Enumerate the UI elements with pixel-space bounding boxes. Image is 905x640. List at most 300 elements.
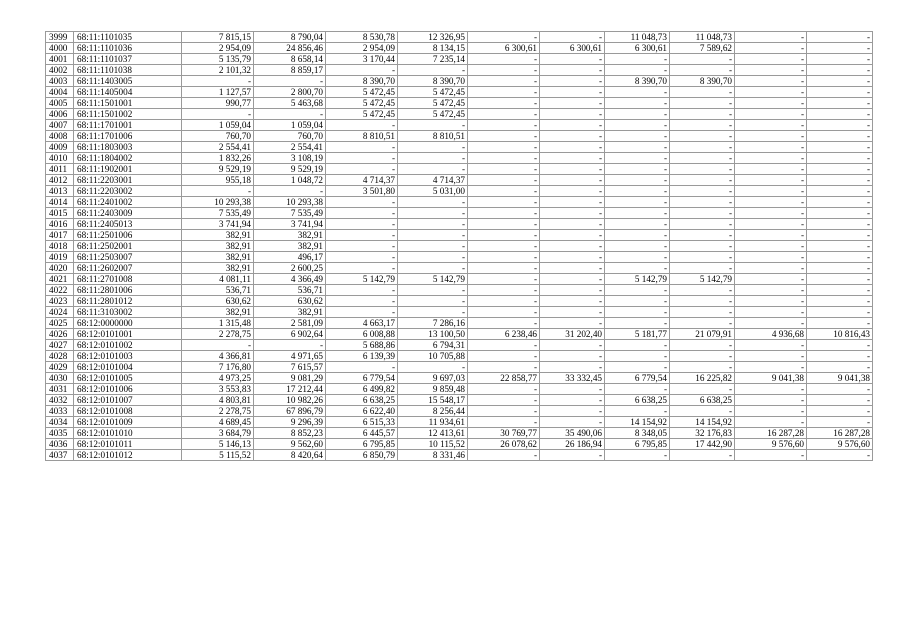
table-row <box>46 98 873 109</box>
value-cell: 5 135,79 <box>182 54 254 65</box>
value-cell: 2 278,75 <box>182 406 254 417</box>
value-cell: - <box>735 450 807 461</box>
value-cell: - <box>540 131 605 142</box>
value-cell: - <box>398 241 468 252</box>
table-row <box>46 428 873 439</box>
value-cell: 6 902,64 <box>254 329 326 340</box>
table-row <box>46 373 873 384</box>
value-cell: - <box>326 230 398 241</box>
value-cell: 7 615,57 <box>254 362 326 373</box>
value-cell: - <box>398 208 468 219</box>
value-cell: - <box>468 285 540 296</box>
cadastral-code-cell: 68:11:2801006 <box>74 285 182 296</box>
value-cell: 15 548,17 <box>398 395 468 406</box>
value-cell: 9 529,19 <box>182 164 254 175</box>
value-cell: - <box>807 120 873 131</box>
value-cell: 5 472,45 <box>398 109 468 120</box>
value-cell: - <box>468 208 540 219</box>
cadastral-code-cell: 68:11:2203002 <box>74 186 182 197</box>
value-cell: - <box>468 384 540 395</box>
value-cell: - <box>670 54 735 65</box>
row-number-cell: 4023 <box>46 296 74 307</box>
table-row <box>46 417 873 428</box>
row-number-cell: 4004 <box>46 87 74 98</box>
value-cell: - <box>807 175 873 186</box>
value-cell: - <box>735 76 807 87</box>
cadastral-code-cell: 68:12:0101003 <box>74 351 182 362</box>
value-cell: - <box>735 98 807 109</box>
value-cell: - <box>398 164 468 175</box>
value-cell: - <box>468 406 540 417</box>
value-cell: 2 954,09 <box>326 43 398 54</box>
value-cell: - <box>182 76 254 87</box>
table-row <box>46 131 873 142</box>
value-cell: 8 859,17 <box>254 65 326 76</box>
value-cell: 382,91 <box>254 307 326 318</box>
cadastral-code-cell: 68:11:1902001 <box>74 164 182 175</box>
value-cell: - <box>735 340 807 351</box>
value-cell: - <box>670 450 735 461</box>
value-cell: - <box>540 241 605 252</box>
value-cell: - <box>735 43 807 54</box>
value-cell: - <box>398 197 468 208</box>
table-row <box>46 406 873 417</box>
value-cell: 5 142,79 <box>605 274 670 285</box>
value-cell: - <box>468 318 540 329</box>
value-cell: - <box>605 230 670 241</box>
value-cell: - <box>326 142 398 153</box>
value-cell: - <box>468 307 540 318</box>
row-number-cell: 4034 <box>46 417 74 428</box>
value-cell: - <box>326 65 398 76</box>
value-cell: - <box>670 219 735 230</box>
value-cell: - <box>182 109 254 120</box>
cadastral-code-cell: 68:11:2501006 <box>74 230 182 241</box>
value-cell: 6 795,85 <box>326 439 398 450</box>
value-cell: - <box>605 131 670 142</box>
value-cell: 5 031,00 <box>398 186 468 197</box>
table-row <box>46 76 873 87</box>
value-cell: 8 390,70 <box>398 76 468 87</box>
value-cell: - <box>468 263 540 274</box>
row-number-cell: 4032 <box>46 395 74 406</box>
value-cell: 5 146,13 <box>182 439 254 450</box>
value-cell: - <box>807 241 873 252</box>
row-number-cell: 4036 <box>46 439 74 450</box>
value-cell: - <box>735 241 807 252</box>
value-cell: 8 390,70 <box>670 76 735 87</box>
value-cell: 8 530,78 <box>326 32 398 43</box>
row-number-cell: 4017 <box>46 230 74 241</box>
value-cell: - <box>468 153 540 164</box>
value-cell: 6 238,46 <box>468 329 540 340</box>
value-cell: - <box>670 307 735 318</box>
value-cell: 2 600,25 <box>254 263 326 274</box>
row-number-cell: 3999 <box>46 32 74 43</box>
value-cell: 9 576,60 <box>807 439 873 450</box>
value-cell: 8 331,46 <box>398 450 468 461</box>
value-cell: 5 181,77 <box>605 329 670 340</box>
value-cell: - <box>540 153 605 164</box>
value-cell: - <box>326 307 398 318</box>
value-cell: - <box>605 208 670 219</box>
value-cell: - <box>326 296 398 307</box>
row-number-cell: 4025 <box>46 318 74 329</box>
value-cell: - <box>807 219 873 230</box>
value-cell: - <box>605 285 670 296</box>
value-cell: 4 081,11 <box>182 274 254 285</box>
table-row <box>46 450 873 461</box>
value-cell: - <box>540 285 605 296</box>
value-cell: - <box>468 362 540 373</box>
value-cell: - <box>468 87 540 98</box>
value-cell: 3 741,94 <box>182 219 254 230</box>
value-cell: - <box>670 285 735 296</box>
value-cell: - <box>605 87 670 98</box>
value-cell: 5 472,45 <box>326 98 398 109</box>
value-cell: 4 971,65 <box>254 351 326 362</box>
value-cell: - <box>605 98 670 109</box>
value-cell: - <box>735 186 807 197</box>
table-row <box>46 142 873 153</box>
value-cell: - <box>540 351 605 362</box>
value-cell: 8 658,14 <box>254 54 326 65</box>
row-number-cell: 4009 <box>46 142 74 153</box>
value-cell: 8 852,23 <box>254 428 326 439</box>
value-cell: - <box>326 362 398 373</box>
value-cell: - <box>398 219 468 230</box>
value-cell: - <box>540 54 605 65</box>
row-number-cell: 4027 <box>46 340 74 351</box>
value-cell: 5 472,45 <box>398 87 468 98</box>
value-cell: 6 795,85 <box>605 439 670 450</box>
value-cell: 8 810,51 <box>326 131 398 142</box>
table-row <box>46 329 873 340</box>
value-cell: 9 081,29 <box>254 373 326 384</box>
row-number-cell: 4006 <box>46 109 74 120</box>
value-cell: - <box>605 153 670 164</box>
value-cell: 1 059,04 <box>182 120 254 131</box>
table-row <box>46 197 873 208</box>
value-cell: - <box>670 164 735 175</box>
value-cell: - <box>540 384 605 395</box>
value-cell: - <box>670 186 735 197</box>
value-cell: 33 332,45 <box>540 373 605 384</box>
table-row <box>46 175 873 186</box>
value-cell: - <box>735 362 807 373</box>
value-cell: - <box>807 43 873 54</box>
value-cell: - <box>670 241 735 252</box>
row-number-cell: 4018 <box>46 241 74 252</box>
value-cell: - <box>540 296 605 307</box>
cadastral-code-cell: 68:12:0101006 <box>74 384 182 395</box>
value-cell: - <box>398 120 468 131</box>
value-cell: 10 115,52 <box>398 439 468 450</box>
value-cell: 2 800,70 <box>254 87 326 98</box>
value-cell: 10 293,38 <box>254 197 326 208</box>
value-cell: 9 576,60 <box>735 439 807 450</box>
table-row <box>46 351 873 362</box>
value-cell: - <box>807 164 873 175</box>
value-cell: - <box>670 384 735 395</box>
value-cell: - <box>540 318 605 329</box>
value-cell: - <box>254 186 326 197</box>
table-row <box>46 54 873 65</box>
value-cell: - <box>468 241 540 252</box>
value-cell: - <box>670 131 735 142</box>
value-cell: 7 535,49 <box>182 208 254 219</box>
value-cell: - <box>540 395 605 406</box>
value-cell: - <box>605 164 670 175</box>
cadastral-code-cell: 68:11:1501002 <box>74 109 182 120</box>
value-cell: 10 705,88 <box>398 351 468 362</box>
table-row <box>46 318 873 329</box>
value-cell: - <box>540 219 605 230</box>
cadastral-code-cell: 68:11:2203001 <box>74 175 182 186</box>
value-cell: 3 501,80 <box>326 186 398 197</box>
cadastral-code-cell: 68:11:3103002 <box>74 307 182 318</box>
cadastral-code-cell: 68:11:1101035 <box>74 32 182 43</box>
value-cell: 16 225,82 <box>670 373 735 384</box>
value-cell: 10 293,38 <box>182 197 254 208</box>
value-cell: - <box>670 197 735 208</box>
value-cell: - <box>735 32 807 43</box>
value-cell: 4 936,68 <box>735 329 807 340</box>
value-cell: 11 934,61 <box>398 417 468 428</box>
value-cell: - <box>735 230 807 241</box>
value-cell: - <box>807 65 873 76</box>
value-cell: 26 078,62 <box>468 439 540 450</box>
value-cell: - <box>605 109 670 120</box>
value-cell: - <box>807 87 873 98</box>
value-cell: - <box>468 175 540 186</box>
value-cell: - <box>540 109 605 120</box>
value-cell: - <box>605 296 670 307</box>
value-cell: - <box>735 65 807 76</box>
value-cell: 6 779,54 <box>605 373 670 384</box>
cadastral-code-cell: 68:12:0101011 <box>74 439 182 450</box>
value-cell: 5 115,52 <box>182 450 254 461</box>
value-cell: - <box>468 351 540 362</box>
row-number-cell: 4021 <box>46 274 74 285</box>
value-cell: - <box>326 219 398 230</box>
value-cell: 12 326,95 <box>398 32 468 43</box>
row-number-cell: 4005 <box>46 98 74 109</box>
value-cell: 8 134,15 <box>398 43 468 54</box>
cadastral-code-cell: 68:11:1101038 <box>74 65 182 76</box>
value-cell: - <box>182 186 254 197</box>
value-cell: - <box>468 395 540 406</box>
value-cell: - <box>540 362 605 373</box>
value-cell: - <box>540 142 605 153</box>
cadastral-code-cell: 68:11:1803003 <box>74 142 182 153</box>
value-cell: - <box>468 450 540 461</box>
value-cell: 13 100,50 <box>398 329 468 340</box>
value-cell: 12 413,61 <box>398 428 468 439</box>
value-cell: - <box>670 252 735 263</box>
cadastral-code-cell: 68:12:0101008 <box>74 406 182 417</box>
table-row <box>46 186 873 197</box>
value-cell: 9 041,38 <box>735 373 807 384</box>
cadastral-code-cell: 68:12:0101005 <box>74 373 182 384</box>
value-cell: 6 300,61 <box>540 43 605 54</box>
value-cell: 1 048,72 <box>254 175 326 186</box>
value-cell: - <box>254 109 326 120</box>
value-cell: 6 779,54 <box>326 373 398 384</box>
value-cell: - <box>735 417 807 428</box>
row-number-cell: 4014 <box>46 197 74 208</box>
cadastral-code-cell: 68:11:2502001 <box>74 241 182 252</box>
table-row <box>46 153 873 164</box>
value-cell: 536,71 <box>182 285 254 296</box>
value-cell: - <box>735 120 807 131</box>
value-cell: 6 638,25 <box>326 395 398 406</box>
value-cell: - <box>540 197 605 208</box>
value-cell: 5 142,79 <box>398 274 468 285</box>
data-table <box>45 31 873 461</box>
value-cell: 4 663,17 <box>326 318 398 329</box>
value-cell: 7 286,16 <box>398 318 468 329</box>
value-cell: 955,18 <box>182 175 254 186</box>
cadastral-code-cell: 68:12:0101001 <box>74 329 182 340</box>
value-cell: - <box>735 142 807 153</box>
value-cell: - <box>807 263 873 274</box>
value-cell: - <box>670 318 735 329</box>
value-cell: 5 472,45 <box>326 87 398 98</box>
value-cell: 1 315,48 <box>182 318 254 329</box>
value-cell: - <box>326 252 398 263</box>
value-cell: - <box>670 65 735 76</box>
value-cell: - <box>807 307 873 318</box>
value-cell: - <box>398 285 468 296</box>
value-cell: - <box>807 274 873 285</box>
value-cell: - <box>540 65 605 76</box>
value-cell: 3 170,44 <box>326 54 398 65</box>
value-cell: - <box>807 252 873 263</box>
row-number-cell: 4011 <box>46 164 74 175</box>
value-cell: - <box>735 384 807 395</box>
value-cell: 5 472,45 <box>326 109 398 120</box>
value-cell: - <box>326 241 398 252</box>
table-row <box>46 340 873 351</box>
value-cell: 4 973,25 <box>182 373 254 384</box>
value-cell: - <box>735 263 807 274</box>
value-cell: 1 127,57 <box>182 87 254 98</box>
cadastral-code-cell: 68:11:2403009 <box>74 208 182 219</box>
value-cell: 26 186,94 <box>540 439 605 450</box>
value-cell: 31 202,40 <box>540 329 605 340</box>
value-cell: - <box>735 318 807 329</box>
value-cell: - <box>540 252 605 263</box>
cadastral-code-cell: 68:11:1701006 <box>74 131 182 142</box>
value-cell: 760,70 <box>182 131 254 142</box>
value-cell: - <box>468 32 540 43</box>
value-cell: 382,91 <box>182 307 254 318</box>
value-cell: - <box>735 219 807 230</box>
value-cell: - <box>326 263 398 274</box>
row-number-cell: 4024 <box>46 307 74 318</box>
cadastral-code-cell: 68:11:2602007 <box>74 263 182 274</box>
table-row <box>46 230 873 241</box>
value-cell: - <box>807 109 873 120</box>
value-cell: 6 794,31 <box>398 340 468 351</box>
value-cell: - <box>540 274 605 285</box>
value-cell: 8 420,64 <box>254 450 326 461</box>
value-cell: - <box>326 120 398 131</box>
table-row <box>46 307 873 318</box>
value-cell: - <box>670 340 735 351</box>
value-cell: - <box>807 351 873 362</box>
value-cell: 630,62 <box>254 296 326 307</box>
value-cell: - <box>326 285 398 296</box>
value-cell: - <box>605 450 670 461</box>
value-cell: - <box>468 186 540 197</box>
value-cell: - <box>807 208 873 219</box>
value-cell: 16 287,28 <box>735 428 807 439</box>
row-number-cell: 4033 <box>46 406 74 417</box>
value-cell: - <box>468 98 540 109</box>
value-cell: 6 638,25 <box>605 395 670 406</box>
value-cell: 30 769,77 <box>468 428 540 439</box>
value-cell: 4 714,37 <box>398 175 468 186</box>
value-cell: 536,71 <box>254 285 326 296</box>
row-number-cell: 4013 <box>46 186 74 197</box>
value-cell: 8 390,70 <box>605 76 670 87</box>
row-number-cell: 4001 <box>46 54 74 65</box>
value-cell: - <box>540 87 605 98</box>
table-row <box>46 395 873 406</box>
value-cell: - <box>605 65 670 76</box>
value-cell: 2 554,41 <box>254 142 326 153</box>
value-cell: - <box>468 76 540 87</box>
value-cell: - <box>605 186 670 197</box>
value-cell: 8 256,44 <box>398 406 468 417</box>
value-cell: - <box>540 208 605 219</box>
value-cell: - <box>807 76 873 87</box>
value-cell: 8 390,70 <box>326 76 398 87</box>
value-cell: - <box>670 230 735 241</box>
cadastral-code-cell: 68:11:2503007 <box>74 252 182 263</box>
value-cell: - <box>735 406 807 417</box>
value-cell: - <box>670 120 735 131</box>
cadastral-code-cell: 68:11:2701008 <box>74 274 182 285</box>
value-cell: - <box>807 450 873 461</box>
value-cell: 382,91 <box>182 252 254 263</box>
table-row <box>46 219 873 230</box>
value-cell: - <box>735 252 807 263</box>
value-cell: - <box>540 32 605 43</box>
value-cell: - <box>398 252 468 263</box>
value-cell: - <box>398 263 468 274</box>
row-number-cell: 4022 <box>46 285 74 296</box>
value-cell: - <box>605 219 670 230</box>
cadastral-code-cell: 68:11:1405004 <box>74 87 182 98</box>
value-cell: 5 463,68 <box>254 98 326 109</box>
value-cell: 16 287,28 <box>807 428 873 439</box>
value-cell: - <box>605 384 670 395</box>
cadastral-code-cell: 68:12:0101010 <box>74 428 182 439</box>
value-cell: - <box>540 186 605 197</box>
value-cell: 5 142,79 <box>326 274 398 285</box>
cadastral-code-cell: 68:12:0101012 <box>74 450 182 461</box>
value-cell: - <box>468 274 540 285</box>
value-cell: - <box>807 340 873 351</box>
value-cell: - <box>398 362 468 373</box>
row-number-cell: 4000 <box>46 43 74 54</box>
value-cell: - <box>398 296 468 307</box>
value-cell: - <box>807 186 873 197</box>
value-cell: - <box>605 307 670 318</box>
